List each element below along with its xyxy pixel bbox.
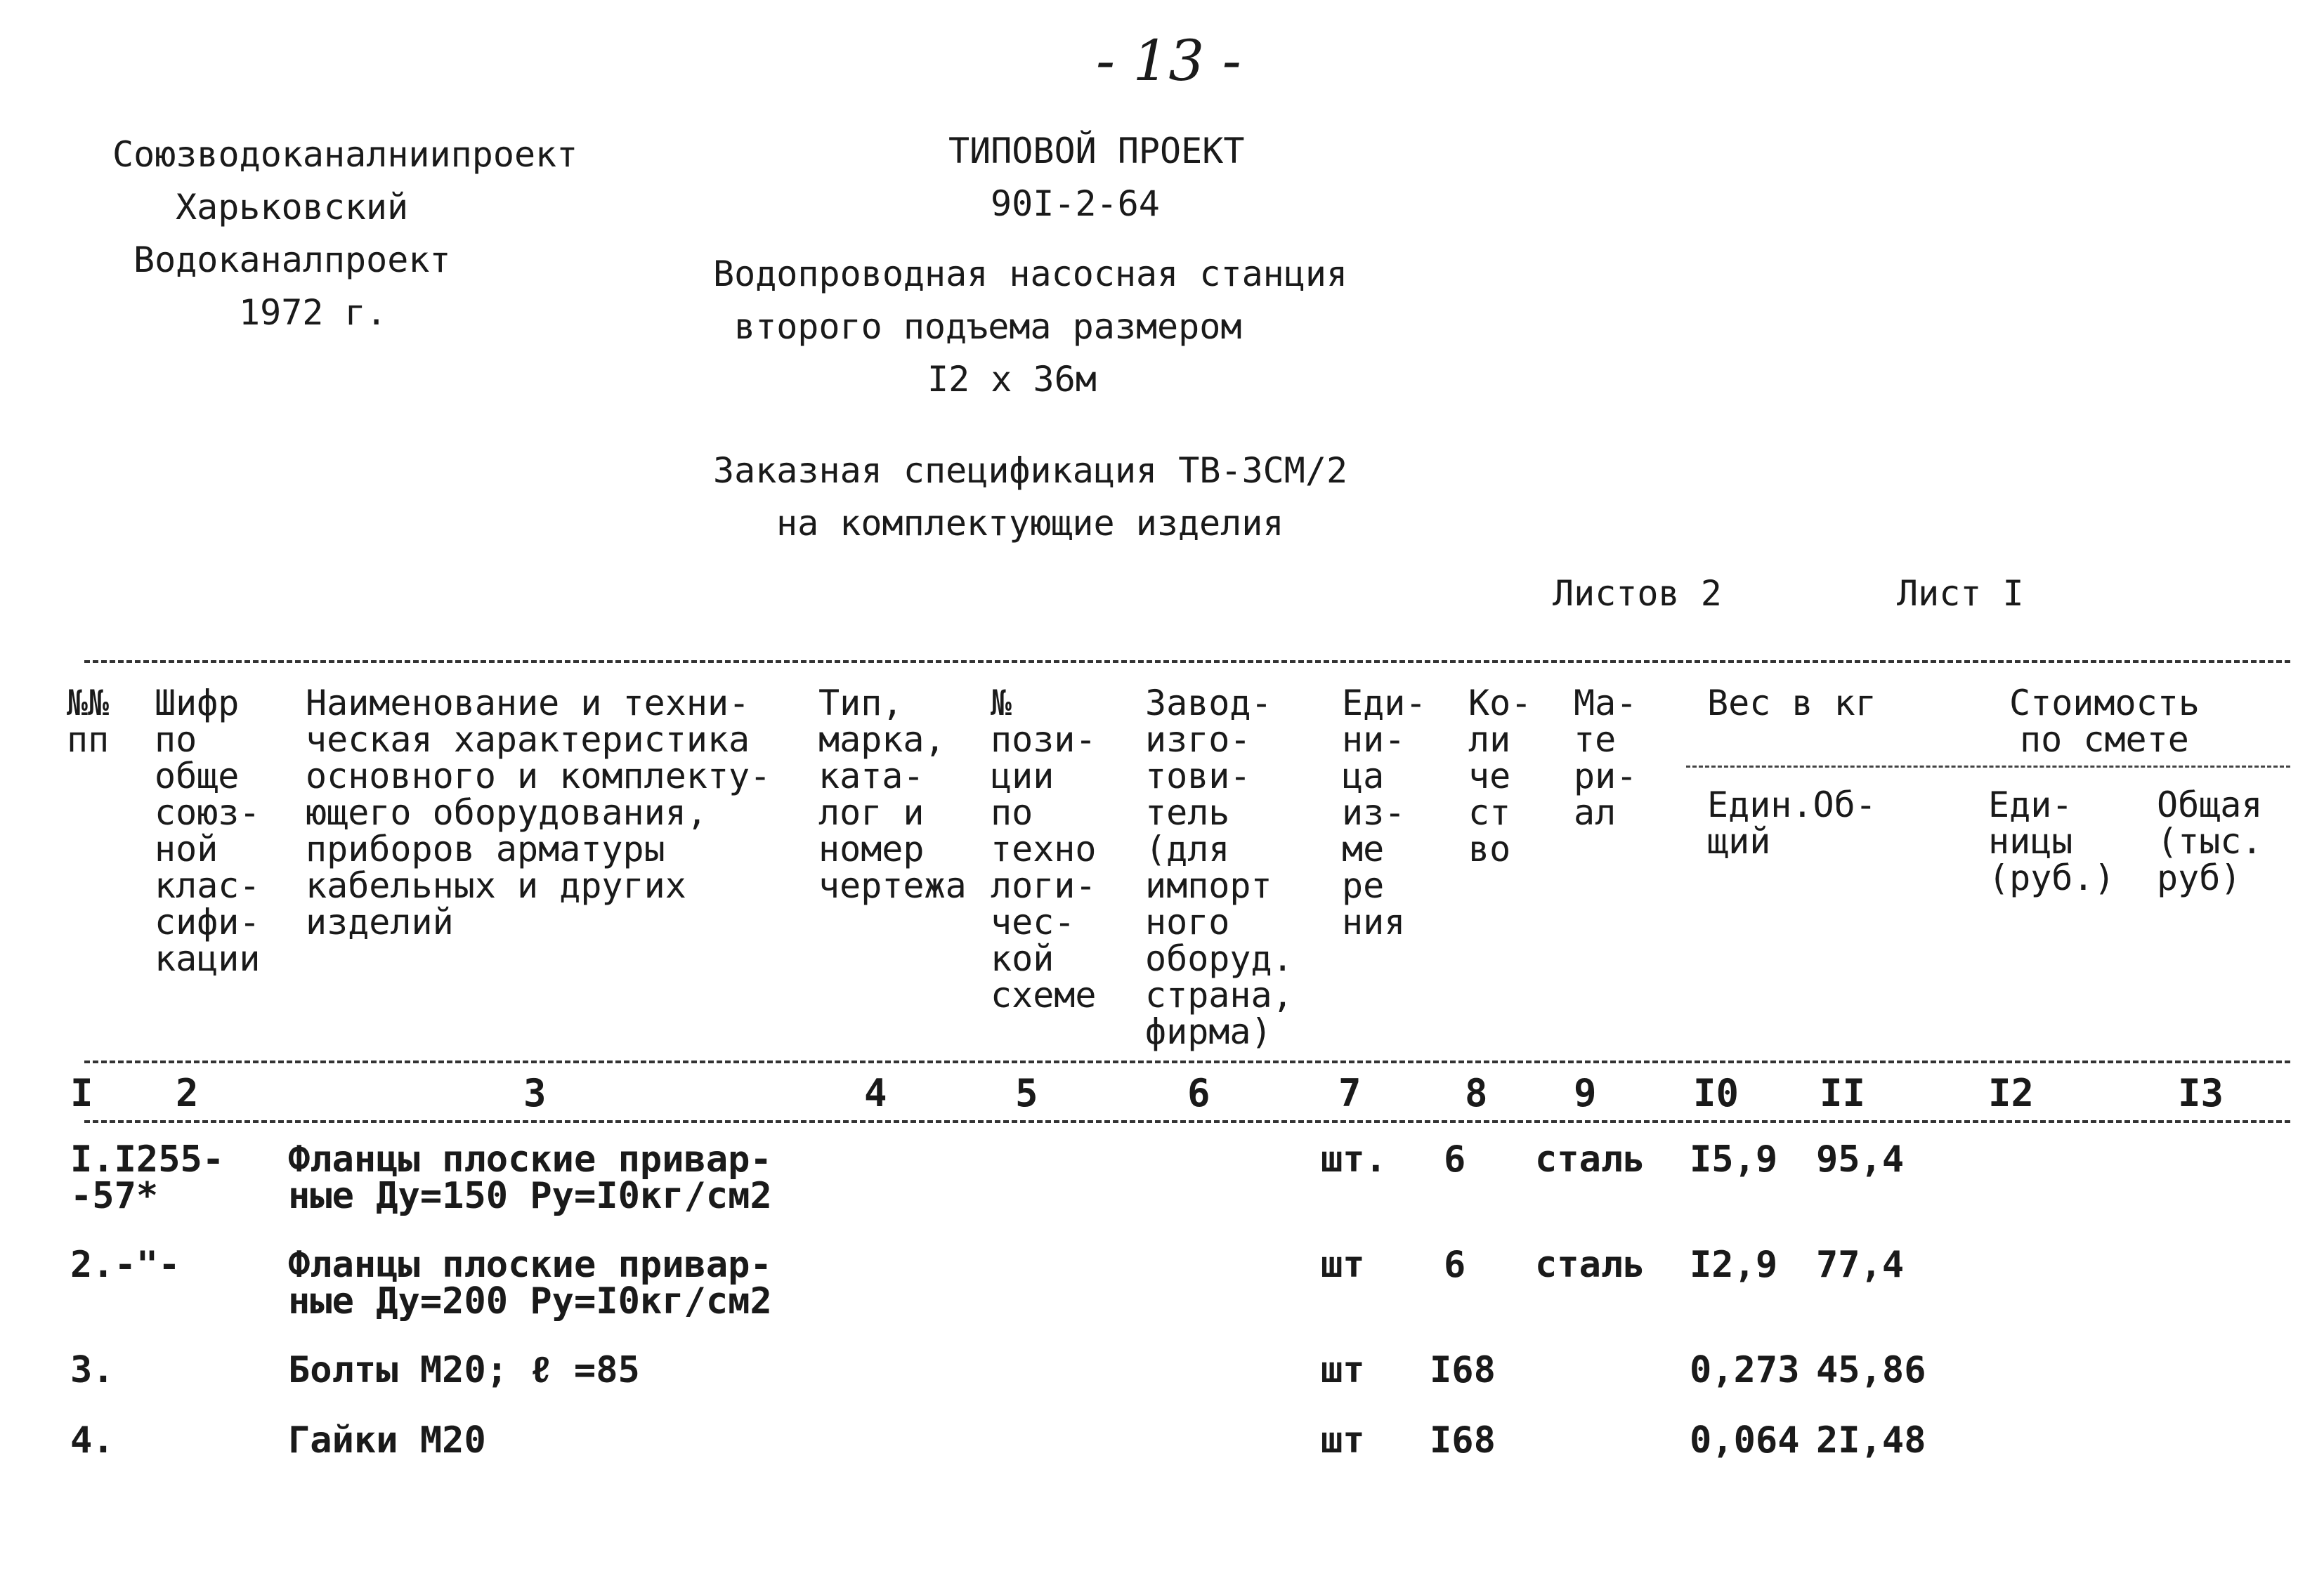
row-item-name: Фланцы плоские привар- ные Ду=150 Ру=I0кг/см2 (288, 1138, 772, 1217)
row-unit: шт (1321, 1349, 1365, 1391)
column-number: 2 (176, 1071, 199, 1115)
row-item-name: Фланцы плоские привар- ные Ду=200 Ру=I0кг/см2 (288, 1244, 772, 1322)
column-number: II (1820, 1071, 1866, 1115)
project-description-line2: второго подъема размером (734, 306, 1242, 347)
row-total-weight: 2I,48 (1816, 1419, 1926, 1462)
row-unit: шт (1321, 1419, 1365, 1462)
organization-line2: Харьковский (176, 187, 409, 228)
column-number: 3 (523, 1071, 547, 1115)
column-number: I2 (1988, 1071, 2035, 1115)
header-position-number: № пози- ции по техно логи- чес- кой схеме (991, 683, 1097, 1016)
row-unit-weight: I2,9 (1690, 1244, 1778, 1286)
project-title: ТИПОВОЙ ПРОЕКТ (948, 131, 1245, 171)
row-number-code: I.I255- -57* (70, 1138, 225, 1217)
header-quantity: Ко- ли че ст во (1468, 683, 1532, 869)
header-classification-code: Шифр по обще союз- ной клас- сифи- кации (155, 683, 261, 979)
row-unit-weight: 0,273 (1690, 1349, 1800, 1391)
header-weight-unit-total: Един.Об- щий (1707, 784, 1876, 862)
row-quantity: 6 (1444, 1244, 1466, 1286)
header-row-number: №№ пп (67, 683, 110, 760)
organization-line3: Водоканалпроект (133, 239, 451, 280)
specification-line1: Заказная спецификация ТВ-ЗСМ/2 (713, 450, 1348, 491)
organization-year: 1972 г. (239, 292, 387, 333)
table-top-rule (84, 660, 2290, 663)
column-number: I0 (1693, 1071, 1739, 1115)
header-cost-unit: Еди- ницы (руб.) (1988, 784, 2115, 898)
specification-line2: на комплектующие изделия (776, 503, 1284, 544)
header-manufacturer: Завод- изго- тови- тель (для импорт ного оборуд. страна, фирма) (1145, 683, 1293, 1052)
project-code: 90I-2-64 (991, 183, 1160, 224)
header-material: Ма- те ри- ал (1574, 683, 1638, 833)
column-number: 6 (1187, 1071, 1210, 1115)
row-item-name: Гайки М20 (288, 1419, 486, 1462)
row-number-code: 3. (70, 1349, 115, 1391)
header-name-characteristics: Наименование и техни- ческая характеристика основного и комплекту- ющего оборудования, приборов арматуры кабельных и других изделий (306, 683, 771, 943)
row-total-weight: 45,86 (1816, 1349, 1926, 1391)
row-unit-weight: 0,064 (1690, 1419, 1800, 1462)
organization-line1: Союзводоканалниипроект (112, 134, 578, 175)
row-material: сталь (1535, 1244, 1645, 1286)
row-quantity: I68 (1430, 1349, 1496, 1391)
row-number-code: 4. (70, 1419, 115, 1462)
column-number: 8 (1465, 1071, 1488, 1115)
header-cost-total: Общая (тыс. руб) (2157, 784, 2263, 898)
row-number-code: 2.-"- (70, 1244, 181, 1286)
column-number: I (70, 1071, 93, 1115)
column-number: 9 (1574, 1071, 1597, 1115)
row-quantity: I68 (1430, 1419, 1496, 1462)
column-number: 7 (1338, 1071, 1362, 1115)
header-unit: Еди- ни- ца из- ме ре ния (1342, 683, 1427, 943)
row-quantity: 6 (1444, 1138, 1466, 1181)
sheets-total: Листов 2 (1553, 573, 1722, 614)
header-type-brand: Тип, марка, ката- лог и номер чертежа (818, 683, 967, 906)
row-total-weight: 95,4 (1816, 1138, 1905, 1181)
row-material: сталь (1535, 1138, 1645, 1181)
page-number: - 13 - (1096, 28, 1241, 93)
header-cost-group: Стоимость по смете (2009, 683, 2200, 760)
row-total-weight: 77,4 (1816, 1244, 1905, 1286)
project-description-line1: Водопроводная насосная станция (713, 254, 1348, 294)
header-weight-group: Вес в кг (1707, 683, 1876, 723)
row-unit: шт (1321, 1244, 1365, 1286)
column-number: 5 (1015, 1071, 1038, 1115)
column-number: 4 (864, 1071, 887, 1115)
row-unit-weight: I5,9 (1690, 1138, 1778, 1181)
header-group-rule (1686, 766, 2290, 768)
sheet-current: Лист I (1897, 573, 2024, 614)
header-bottom-rule (84, 1060, 2290, 1063)
row-unit: шт. (1321, 1138, 1387, 1181)
column-number: I3 (2178, 1071, 2224, 1115)
column-numbers-rule (84, 1120, 2290, 1123)
project-description-line3: I2 х 36м (927, 359, 1097, 400)
row-item-name: Болты М20; ℓ =85 (288, 1349, 640, 1391)
